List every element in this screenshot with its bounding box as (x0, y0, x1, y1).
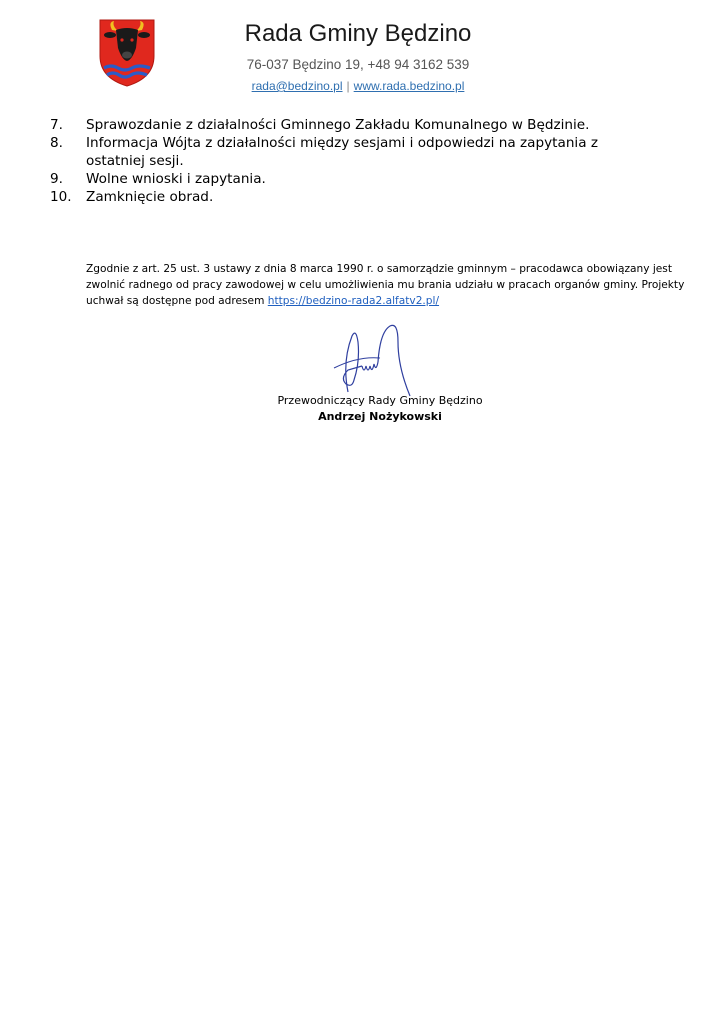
agenda-item (50, 134, 650, 170)
handwritten-signature (318, 322, 414, 398)
chairman-name: Andrzej Nożykowski (318, 410, 442, 423)
drafts-link[interactable]: https://bedzino-rada2.alfatv2.pl/ (267, 295, 440, 307)
agenda-item-text: Wolne wnioski i zapytania. (86, 171, 266, 187)
contact-separator: | (346, 79, 350, 93)
website-link[interactable]: www.rada.bedzino.pl (353, 79, 465, 93)
agenda-list (50, 116, 650, 206)
council-address: 76-037 Będzino 19, +48 94 3162 539 (246, 57, 470, 72)
legal-note (86, 261, 686, 309)
agenda-item-number: 8. (50, 135, 63, 151)
council-title: Rada Gminy Będzino (244, 20, 472, 47)
agenda-item-number: 7. (50, 117, 63, 133)
agenda-item-text: Sprawozdanie z działalności Gminnego Zakładu Komunalnego w Będzinie. (86, 117, 590, 133)
coat-of-arms-icon (98, 18, 156, 88)
chairman-title: Przewodniczący Rady Gminy Będzino (277, 394, 483, 407)
legal-note-text: Zgodnie z art. 25 ust. 3 ustawy z dnia 8 marca 1990 r. o samorządzie gminnym – pracodawca obowiązany jest zwolnić radnego od pracy zawodowej w celu umożliwienia mu brania udziału w pracach organów gminy. Projekty uchwał są dostępne pod adresem (86, 263, 685, 307)
agenda-item-number: 10. (50, 189, 72, 205)
agenda-item-text: Informacja Wójta z działalności między sesjami i odpowiedzi na zapytania z ostatniej sesji. (86, 135, 598, 169)
agenda-item (50, 188, 650, 206)
agenda-item (50, 170, 650, 188)
agenda-item (50, 116, 650, 134)
agenda-item-number: 9. (50, 171, 63, 187)
agenda-item-text: Zamknięcie obrad. (86, 189, 214, 205)
contact-links (200, 79, 516, 93)
email-link[interactable]: rada@bedzino.pl (251, 79, 343, 93)
